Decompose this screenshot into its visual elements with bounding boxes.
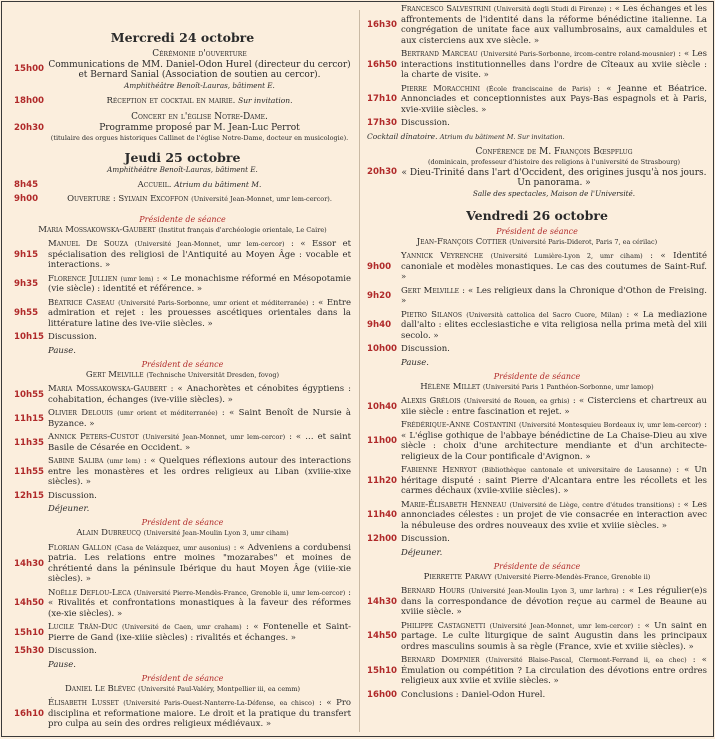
- talk-title: : « Les interactions institutionnelles dans l'ordre de Cîteaux au xviie siècle : la charte de visite. »: [401, 49, 707, 80]
- talk-row: [14, 274, 351, 295]
- talk-time: 12h00: [367, 534, 398, 545]
- talk-title: : « … et saint Basile de Césarée en Occident. »: [48, 432, 352, 453]
- talk-speaker: Sabine Saliba: [48, 456, 104, 466]
- talk-body: [48, 274, 351, 295]
- talk-body: [48, 384, 351, 405]
- talk-speaker: Francesco Salvestrini: [401, 4, 492, 14]
- opening-ceremony: [14, 49, 351, 90]
- talk-affil: (Université Blaise-Pascal, Clermont-Ferrand ii, ea chec): [485, 656, 687, 664]
- talk-affil: (Université Jean-Monnet, umr lem-cercor): [142, 433, 286, 441]
- talk-speaker: Maria Mossakowska-Gaubert: [48, 384, 167, 394]
- talk-body: [48, 698, 351, 730]
- thursday-session-2: [14, 356, 351, 515]
- talk-affil: (Université Jean-Monnet, umr lem-cercor): [134, 240, 285, 248]
- chair-person: Jean-François Cottier: [416, 236, 507, 247]
- talk-row: [367, 621, 707, 653]
- talk-speaker: Élisabeth Lusset: [48, 698, 119, 708]
- friday-session-1: [367, 223, 707, 368]
- talk-title: : « Quelques réflexions autour des interactions entre les monastères et les ordres religieux au Liban (xviiie-xixe siècles). »: [48, 456, 351, 487]
- talk-title: Discussion.: [401, 344, 450, 354]
- talk-title: Discussion.: [48, 490, 97, 501]
- talk-title: : « L'église gothique de l'abbaye bénédictine de La Chaise-Dieu au xive siècle : choix d'une architecture mendiante et d'un architecte-religieux de la Cour pontificale d'Avignon. »: [401, 420, 707, 462]
- talk-affil: (Université Paris-Ouest-Nanterre-La-Défense, ea chisco): [123, 699, 315, 707]
- day-title-friday: Vendredi 26 octobre: [466, 207, 608, 223]
- talk-affil: (Casa de Velázquez, umr ausonius): [114, 543, 231, 552]
- column-divider: [359, 10, 360, 732]
- talk-time: 10h40: [367, 401, 398, 412]
- talk-affil: (umr orient et méditerranée): [117, 409, 218, 417]
- talk-title: : « Le monachisme réformé en Mésopotamie (vie siècle) : identité et référence. »: [48, 273, 352, 294]
- pause: Pause.: [48, 659, 76, 670]
- chair-name: [14, 370, 351, 381]
- welcome-note: Atrium du bâtiment M.: [174, 179, 262, 189]
- talk-speaker: Pierre Moracchini: [401, 83, 480, 94]
- pause: Pause.: [401, 357, 429, 368]
- talk-body: [401, 534, 707, 545]
- talk-speaker: Marie-Élisabeth Henneau: [401, 499, 507, 510]
- thursday-opening-text: Ouverture : Sylvain Excoffon: [67, 194, 189, 204]
- chair-label: Président de séance: [141, 518, 224, 527]
- talk-time: 9h00: [367, 261, 392, 272]
- talk-body: [48, 622, 351, 643]
- talk-row: [367, 251, 707, 283]
- talk-time: 9h15: [14, 249, 39, 260]
- pause: Déjeuner.: [48, 504, 90, 514]
- talk-title: : « Entre admiration et rejet : les prouesses ascétiques orientales dans la littérature latine des ive-viie siècles. »: [48, 297, 352, 329]
- talk-title: : « Jeanne et Béatrice. Annonciades et conceptionnistes aux Pays-Bas espagnols et à Paris, xvie-xviiie siècles. »: [401, 83, 707, 115]
- talk-affil: (École franciscaine de Paris): [486, 84, 591, 93]
- time: 9h00: [14, 194, 39, 205]
- chair-label: Présidente de séance: [493, 371, 581, 381]
- talk-body: [401, 500, 707, 532]
- talk-affil: (Université Paris-Sorbonne, ircom-centre roland-mousnier): [480, 50, 676, 58]
- chair-affil: (Technische Universität Dresden, fovog): [146, 370, 280, 379]
- right-column: [367, 2, 707, 703]
- talk-time: 11h40: [367, 510, 398, 521]
- talk-affil: (Università degli Studi di Firenze): [493, 5, 607, 13]
- talk-speaker: Bernard Hours: [401, 586, 465, 596]
- talk-row: [14, 543, 351, 585]
- chair-name: [367, 382, 707, 393]
- chair-name: [367, 572, 707, 583]
- talk-title: : « Cisterciens et chartreux au xiie siècle : entre fascination et rejet. »: [401, 396, 707, 417]
- talk-time: 16h30: [367, 20, 398, 30]
- talk-speaker: Béatrice Caseau: [48, 297, 115, 308]
- talk-speaker: Bertrand Marceau: [401, 49, 478, 59]
- lecture-title: « Dieu-Trinité dans l'art d'Occident, des origines jusqu'à nos jours. Un panorama. »: [401, 167, 707, 188]
- talk-title: : « Un héritage disputé : saint Pierre d'Alcantara entre les récollets et les carmes déchaux (xviie-xviiie siècles). »: [401, 465, 708, 496]
- talk-title: Discussion.: [48, 332, 97, 342]
- talk-row: [367, 420, 707, 462]
- talk-body: [48, 588, 351, 620]
- talk-time: 16h50: [367, 59, 398, 70]
- talk-affil: (Université Montesquieu Bordeaux iv, umr lem-cercor): [519, 421, 702, 429]
- talk-title: : « Les annonciades célestes : un projet de vie consacrée en interaction avec la nébuleuse des ordres nouveaux des xviie et xviiie siècles. »: [401, 499, 708, 531]
- talk-row: [367, 465, 707, 497]
- talk-row: [367, 586, 707, 618]
- welcome-text: Accueil.: [137, 179, 172, 190]
- talk-title: Conclusions : Daniel-Odon Hurel.: [401, 689, 546, 700]
- talk-affil: (Université Paris-Sorbonne, umr orient et méditerranée): [118, 298, 309, 307]
- lecture-place: Salle des spectacles, Maison de l'Université.: [472, 188, 636, 198]
- talk-title: : « Les religieux dans la Chronique d'Othon de Freising. »: [401, 285, 707, 306]
- thursday-continuation: [367, 4, 707, 129]
- opening-heading: Cérémonie d'ouverture: [152, 49, 247, 59]
- thursday-session-3: [14, 514, 351, 670]
- talk-body: [48, 298, 351, 330]
- talk-time: 9h35: [14, 279, 39, 289]
- chair-label: Président de séance: [496, 226, 578, 236]
- dinner: [367, 132, 707, 141]
- talk-row: [367, 655, 707, 687]
- lecture-affil: (dominicain, professeur d'histoire des religions à l'université de Strasbourg): [427, 158, 681, 166]
- talk-affil: (Université de Rouen, ea grhis): [463, 397, 570, 405]
- talk-time: 10h55: [14, 389, 45, 400]
- talk-time: 10h00: [367, 344, 398, 355]
- talk-row: [14, 432, 351, 453]
- talk-body: [401, 118, 707, 129]
- thursday-opening-affil: (Université Jean-Monnet, umr lem-cercor).: [191, 195, 332, 203]
- talk-body: [48, 239, 351, 271]
- talk-body: [401, 49, 707, 81]
- talk-row: [14, 239, 351, 271]
- talk-time: 14h50: [367, 631, 398, 642]
- talk-affil: (Université Jean-Monnet, umr lem-cercor): [489, 621, 634, 630]
- talk-speaker: Pietro Silanos: [401, 309, 462, 320]
- talk-body: [48, 408, 351, 429]
- chair-person: Gert Melville: [85, 369, 144, 380]
- concert-line3: (titulaire des orgues historiques Callinet de l'église Notre-Dame, docteur en musicologie).: [50, 134, 349, 142]
- talk-row: [367, 344, 707, 355]
- talk-body: [401, 586, 707, 618]
- chair-label: Président de séance: [141, 673, 224, 683]
- talk-title: : « Saint Benoît de Nursie à Byzance. »: [48, 408, 351, 429]
- talk-speaker: Frédérique-Anne Costantini: [401, 420, 516, 430]
- friday-session-3: [367, 558, 707, 701]
- talk-time: 16h10: [14, 708, 45, 719]
- talk-title: Discussion.: [48, 646, 97, 656]
- talk-title: Discussion.: [401, 534, 450, 544]
- chair-person: Maria Mossakowska-Gaubert: [38, 224, 156, 235]
- chair-name: [14, 225, 351, 236]
- talk-speaker: Olivier Delouis: [48, 408, 113, 418]
- talk-body: [48, 491, 351, 502]
- chair-label: Présidente de séance: [493, 561, 581, 571]
- chair-person: Pierrette Paravy: [423, 571, 492, 582]
- chair-affil: (Université Jean-Moulin Lyon 3, umr ciham): [143, 529, 289, 537]
- talk-time: 9h55: [14, 308, 39, 319]
- thursday-session-1: [14, 211, 351, 356]
- talk-body: [48, 646, 351, 657]
- dinner-text: Cocktail dînatoire.: [367, 131, 438, 141]
- talk-body: [401, 84, 707, 116]
- talk-speaker: Florence Jullien: [48, 273, 118, 284]
- thursday-session-4: [14, 670, 351, 730]
- talk-title: : « Pro disciplina et reformatione maiore. Le droit et la pratique du transfert pro culpa au sein des ordres religieux médiévaux. »: [48, 698, 351, 729]
- talk-row: [367, 500, 707, 532]
- reception-text: Réception et cocktail en mairie.: [106, 95, 236, 106]
- thursday-place: Amphithéâtre Benoît-Lauras, bâtiment E.: [107, 164, 258, 174]
- talk-speaker: Alexis Grélois: [401, 396, 461, 406]
- talk-speaker: Noëlle Deflou-Leca: [48, 587, 131, 598]
- talk-time: 17h10: [367, 94, 398, 105]
- talk-time: 14h30: [367, 596, 398, 607]
- chair-person: Hélène Millet: [420, 381, 481, 392]
- chair-affil: (Université Paris-Diderot, Paris 7, ea cérilac): [509, 237, 658, 246]
- talk-affil: (Université de Liège, centre d'études transitions): [509, 500, 675, 509]
- welcome: [14, 180, 351, 191]
- time: 20h30: [367, 167, 398, 177]
- talk-body: [48, 543, 351, 585]
- talk-title: : « Essor et spécialisation des religiosi de l'Antiquité au Moyen Âge : vocable et interactions. »: [48, 239, 352, 270]
- talk-row: [367, 396, 707, 417]
- talk-title: : « Les régulier(e)s dans la correspondance de dévotion reçue au carmel de Beaune au xviiie siècle. »: [401, 586, 707, 617]
- time: 18h00: [14, 95, 45, 106]
- talk-body: [401, 344, 707, 355]
- talk-row: [367, 49, 707, 81]
- talk-title: Discussion.: [401, 118, 450, 128]
- talk-time: 15h10: [367, 665, 398, 676]
- pause: Pause.: [48, 345, 76, 356]
- talk-row: [14, 622, 351, 643]
- chair-name: [367, 237, 707, 248]
- talk-time: 11h20: [367, 475, 398, 486]
- talk-body: [401, 465, 707, 497]
- talk-time: 10h15: [14, 332, 45, 343]
- lecture: [367, 147, 707, 198]
- talk-row: [14, 698, 351, 730]
- talk-title: : « Les échanges et les affrontements de l'identité dans la réforme bénédictine italienne. La congrégation de unitate face aux vallumbrosains, aux camaldules et aux cisterciens aux xve siècle. »: [401, 4, 708, 46]
- talk-speaker: Manuel De Souza: [48, 239, 129, 249]
- talk-speaker: Philippe Castagnetti: [401, 620, 486, 631]
- talk-title: : « Identité canoniale et modèles monastiques. Le cas des coutumes de Saint-Ruf. »: [401, 251, 707, 282]
- talk-time: 14h50: [14, 598, 45, 609]
- chair-affil: (Université Paul-Valéry, Montpellier iii, ea cemm): [138, 684, 301, 693]
- talk-time: 9h40: [367, 320, 392, 331]
- talk-row: [367, 84, 707, 116]
- talk-body: [401, 4, 707, 46]
- talk-row: [14, 298, 351, 330]
- opening-line1: Communications de MM. Daniel-Odon Hurel (directeur du cercor): [48, 59, 351, 70]
- talk-affil: (Bibliothèque cantonale et universitaire de Lausanne): [481, 466, 672, 474]
- talk-time: 12h15: [14, 490, 45, 501]
- talk-body: [401, 621, 707, 653]
- talk-row: [14, 588, 351, 620]
- talk-time: 11h35: [14, 437, 45, 448]
- talk-time: 16h00: [367, 689, 398, 700]
- talk-row: [367, 310, 707, 342]
- talk-body: [401, 286, 707, 307]
- time: 15h00: [14, 64, 45, 75]
- talk-speaker: Lucile Trân-Duc: [48, 622, 118, 632]
- talk-row: [14, 408, 351, 429]
- talk-speaker: Fabienne Henryot: [401, 465, 477, 475]
- talk-time: 11h15: [14, 413, 45, 424]
- talk-row: [367, 286, 707, 307]
- talk-affil: (Université de Caen, umr craham): [121, 623, 242, 631]
- talk-title: : « Anachorètes et cénobites égyptiens : cohabitation, échanges (ive-viiie siècles). »: [48, 384, 351, 405]
- time: 8h45: [14, 179, 39, 190]
- talk-speaker: Florian Gallon: [48, 542, 112, 553]
- program-page: [1, 1, 714, 737]
- day-title-thursday: Jeudi 25 octobre: [124, 149, 241, 165]
- talk-title: : « Émulation ou compétition ? La circulation des dévotions entre ordres religieux aux xviie et xviiie siècles. »: [401, 655, 707, 686]
- concert-line2: Programme proposé par M. Jean-Luc Perrot: [99, 122, 300, 133]
- talk-speaker: Annick Peters-Custot: [48, 432, 139, 442]
- talk-body: [48, 432, 351, 453]
- chair-label: Présidente de séance: [139, 214, 226, 224]
- talk-row: [367, 690, 707, 701]
- talk-body: [401, 655, 707, 687]
- talk-time: 9h20: [367, 291, 392, 301]
- lecture-heading: Conférence de M. François Bœspflug: [475, 146, 633, 157]
- talk-time: 17h30: [367, 118, 398, 129]
- reception: [14, 96, 351, 107]
- thursday-opening: [14, 194, 351, 205]
- talk-body: [48, 332, 351, 343]
- talk-row: [14, 646, 351, 657]
- talk-row: [367, 534, 707, 545]
- talk-row: [14, 491, 351, 502]
- talk-title: : « Adveniens a cordubensi patria. Les relations entre moines "mozarabes" et moines de chrétienté dans la péninsule Ibérique du haut Moyen Âge (viiie-xie siècles). »: [48, 542, 351, 584]
- chair-label: Président de séance: [141, 359, 224, 369]
- talk-title: : « La mediazione dall'alto : elites ecclesiastiche e vita religiosa nella prima metà del xiii secolo. »: [401, 309, 708, 341]
- talk-row: [14, 384, 351, 405]
- left-column: [14, 2, 351, 733]
- chair-person: Daniel Le Blévec: [64, 683, 136, 694]
- talk-affil: (Università cattolica del Sacro Cuore, Milan): [466, 310, 623, 319]
- chair-person: Alain Dubreucq: [76, 528, 141, 538]
- day-title-wednesday: Mercredi 24 octobre: [110, 30, 255, 45]
- talk-affil: (umr lem): [120, 274, 154, 283]
- talk-affil: (umr lem): [106, 457, 141, 465]
- talk-title: : « Un saint en partage. Le culte liturgique de saint Augustin dans les principaux ordres masculins soumis à sa règle (France, xvie et xviiie siècles). »: [401, 620, 707, 652]
- talk-body: [401, 251, 707, 283]
- talk-affil: (Université Pierre-Mendès-France, Grenoble ii, umr lem-cercor): [133, 588, 346, 597]
- concert: [14, 112, 351, 144]
- talk-row: [14, 332, 351, 343]
- chair-name: [14, 684, 351, 695]
- reception-note: Sur invitation.: [238, 95, 293, 105]
- talk-speaker: Bernard Dompnier: [401, 655, 480, 665]
- talk-body: [48, 456, 351, 488]
- talk-title: : « Fontenelle et Saint-Pierre de Gand (ixe-xiiie siècles) : rivalités et échanges. »: [48, 622, 352, 643]
- chair-affil: (Université Pierre-Mendès-France, Grenoble ii): [494, 572, 651, 581]
- talk-title: : « Rivalités et confrontations monastiques à la faveur des réformes (xe-xie siècles). »: [48, 587, 351, 619]
- talk-row: [367, 4, 707, 46]
- opening-line2: et Bernard Sanial (Association de soutien au cercor).: [78, 70, 321, 80]
- talk-time: 15h10: [14, 627, 45, 638]
- talk-row: [14, 456, 351, 488]
- friday-session-2: [367, 368, 707, 558]
- talk-speaker: Gert Melville: [401, 285, 460, 296]
- talk-time: 11h55: [14, 466, 45, 477]
- talk-body: [401, 310, 707, 342]
- talk-body: [401, 690, 707, 701]
- talk-body: [401, 396, 707, 417]
- talk-time: 11h00: [367, 436, 398, 446]
- talk-affil: (Université Lumière-Lyon 2, umr ciham): [490, 252, 643, 260]
- dinner-note: Atrium du bâtiment M. Sur invitation.: [439, 132, 565, 141]
- chair-affil: (Université Paris 1 Panthéon-Sorbonne, umr lamop): [482, 382, 654, 391]
- time: 20h30: [14, 122, 45, 133]
- talk-affil: (Université Jean-Moulin Lyon 3, umr larhra): [468, 587, 619, 595]
- talk-time: 14h30: [14, 558, 45, 569]
- concert-line1: Concert en l'église Notre-Dame.: [131, 112, 268, 122]
- talk-body: [401, 420, 707, 462]
- opening-place: Amphithéâtre Benoît-Lauras, bâtiment E.: [124, 80, 275, 90]
- talk-speaker: Yannick Veyrenche: [401, 251, 484, 261]
- chair-affil: (Institut français d'archéologie orientale, Le Caire): [158, 225, 327, 234]
- talk-row: [367, 118, 707, 129]
- pause: Déjeuner.: [401, 547, 443, 558]
- talk-time: 15h30: [14, 646, 45, 657]
- chair-name: [14, 528, 351, 539]
